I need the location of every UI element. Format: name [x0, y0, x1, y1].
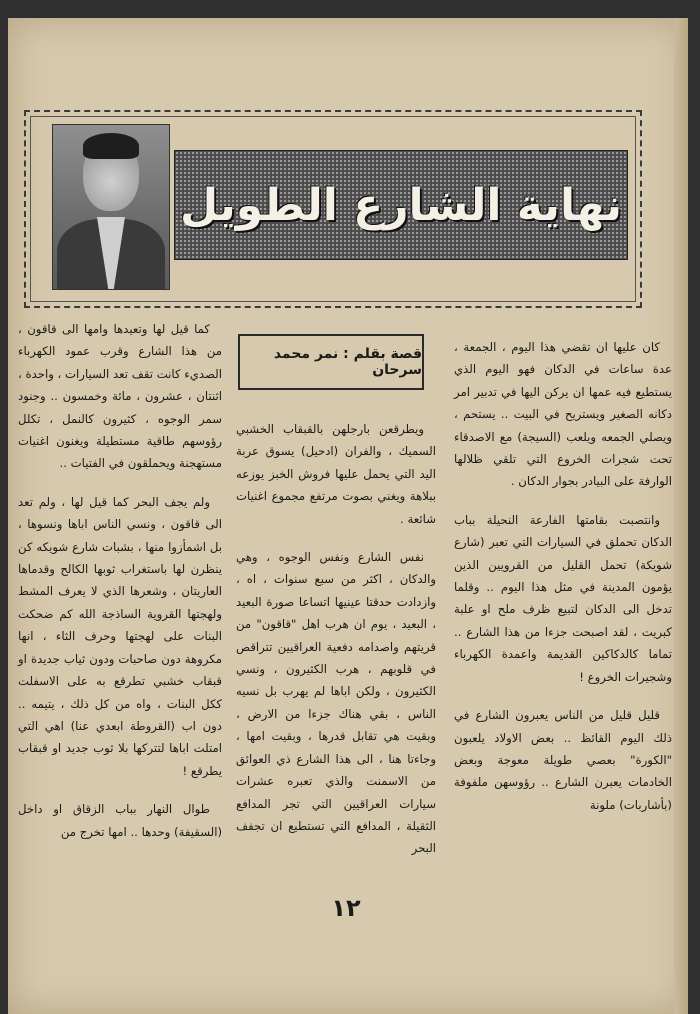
byline-box: [238, 334, 424, 390]
photo-shirt: [97, 217, 125, 289]
byline-text: قصة بقلم : نمر محمد سرحان: [273, 346, 422, 378]
photo-suit: [57, 219, 165, 290]
title-band: [174, 150, 628, 260]
paragraph: كما قيل لها وتعيدها وامها الى قاقون ، من هذا الشارع وقرب عمود الكهرباء الصديء كانت تقف تعد السيارات ، واحدة ، اثنتان ، عشرون ، مائة وخمسون .. وجنود سمر الوجوه ، كثيرون كالنمل ، تكلل رؤوسهم طاقية مستطيلة ويغنون اغنيات مستهجنة ويحملقون في الفتيات ..: [17, 322, 222, 471]
article-title: نهاية الشارع الطويل: [179, 179, 623, 231]
paragraph: ويطرقعن بارجلهن بالقبقاب الخشبي السميك ، والفران (ادحيل) يسوق عربة اليد التي يحمل عليها فروش الخبز يوزعه ببلاهة ويغني بصوت مرتفع مجموع اغنيات شائعة .: [236, 422, 436, 526]
text-column-middle: [236, 418, 436, 860]
text-column-left: [18, 318, 222, 843]
paragraph: نفس الشارع ونفس الوجوه ، وهي والدكان ، اكثر من سبع سنوات ، اه ، وازدادت حدقتا عينيها اتساعا صورة البعيد ، البعيد ، يوم ان هرب اهل "قاقون" من قريتهم واصدامه دفعية العراقيين تتراقص في قلوبهم ، هرب الكثيرون ، ونسي الكثيرون ، ولكن اباها لم يهرب بل نسيه الناس ، بقي هناك جزءا من الارض ، وبقيت هي تقابل قدرها ، وبقيت امها ، وجاءتا هنا ، الى هذا الشارع ذي العوائق من الاسمنت والذي تعبره عشرات سيارات العراقيين التي تجر المدافع الثقيلة ، المدافع التي تستطيع ان تجفف البحر: [236, 550, 436, 856]
magazine-page: [8, 18, 688, 1014]
paragraph: كان عليها ان تقضي هذا اليوم ، الجمعة ، عدة ساعات في الدكان فهو اليوم الذي يستطيع فيه عمها ان يركن اليها في تدبير امر دكانه الصغير ويستريح في البيت .. يستحم ، ويصلي الجمعه ويلعب (السيجة) مع الاصدقاء تحت شجرات الخروع التي تلقي ظلالها الوارفة على البيادر بجوار الدكان .: [454, 340, 672, 489]
article-header: [24, 110, 642, 308]
paragraph: قليل قليل من الناس يعبرون الشارع في ذلك اليوم القائظ .. بعض الاولاد يلعبون "الكورة" بعصي طويلة معوجة وبعض الخادمات يعبرن الشارع .. رؤوسهن ملفوفة (بأشاربات) ملونة: [454, 708, 672, 812]
text-column-right: [454, 336, 672, 816]
paragraph: وانتصبت بقامتها الفارعة النحيلة بباب الدكان تحملق في السيارات التي تعبر (شارع شويكة) تحمل القليل من القرويين الذين يؤمون المدينة في مثل هذا اليوم .. وقلما تدخل الى الدكان لتبيع ظرف ملح او علبة كبريت ، لقد اصبحت جزءا من هذا الشارع .. تماما كالدكاكين القديمة واعمدة الكهرباء وشجيرات الخروع !: [454, 512, 672, 684]
photo-hair: [83, 133, 139, 159]
author-photo: [52, 124, 170, 290]
paragraph: طوال النهار بباب الزقاق او داخل (السقيفة) وحدها .. امها تخرج من: [18, 802, 222, 839]
paragraph: ولم يجف البحر كما قيل لها ، ولم تعد الى قاقون ، ونسي الناس اباها ونسوها ، بل اشمأزوا منها ، بشبات شارع شويكه كن ينظرن لها باستغراب ثوبها الكالح وقدماها العاريتان ، وشعرها الذي لا يعرف المشط ولهجتها القروية الساذجة الله كم ضحكت البنات على لهجتها وحرف الثاء ، انها مكروهة دون صاحبات ودون ثياب جديدة او قبقاب خشبي تطرقع به على الاسفلت ككل البنات ، واه من كل ذلك ، يتيمه .. دون اب (القروطة ابعدي عنا) اهي التي امتلت اباها لتتركها بلا ثوب جديد او قبقاب يطرقع !: [18, 494, 222, 778]
page-spine: [674, 18, 688, 1014]
page-number: ١٢: [331, 894, 361, 922]
photo-head: [83, 137, 139, 211]
